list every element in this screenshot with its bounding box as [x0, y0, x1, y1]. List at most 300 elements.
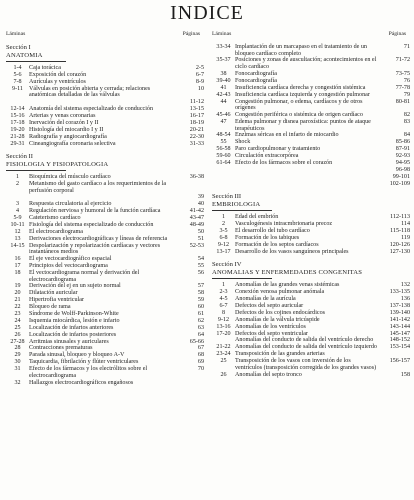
index-entry [6, 229, 204, 236]
entry-title: Válvulas en posición abierta y cerrada; relaciones anatómicas detalladas de las válvulas [29, 85, 151, 99]
index-entry [212, 167, 410, 174]
page-range: 11-12 [190, 99, 204, 106]
lamina-number: 12-14 [10, 106, 25, 113]
lamina-number: 47 [220, 118, 227, 125]
page-range: 114 [401, 221, 410, 228]
lamina-number: 17-18 [10, 119, 25, 126]
entry-title: Anomalías de la aurícula [235, 296, 296, 303]
entry-title: Insuficiencia cardíaca izquierda y congestión pulmonar [235, 91, 370, 98]
index-entry [6, 359, 204, 366]
entry-title [29, 99, 174, 106]
index-entry [212, 331, 410, 338]
entry-title: Parada sinusal, bloqueo y bloqueo A-V [29, 352, 125, 359]
section-divider [6, 61, 66, 62]
lamina-number: 2-3 [219, 289, 228, 296]
index-entry [6, 201, 204, 208]
entry-title: Inervación del corazón I y II [29, 119, 99, 126]
lamina-number: 2 [15, 180, 20, 187]
entry-title: Formación de los septos cardíacos [235, 241, 319, 248]
entry-title: Paro cardiopulmonar y tratamiento [235, 146, 321, 153]
page-range: 102-109 [389, 180, 410, 187]
page-range: 120-126 [389, 241, 410, 248]
section-title: ANATOMIA [6, 52, 43, 59]
lamina-number: 29 [14, 352, 21, 359]
page-range [174, 380, 204, 387]
index-entry [212, 153, 410, 160]
entry-title: Anomalías de las grandes venas sistémicas [235, 282, 340, 289]
entry-title: Efecto de los fármacos y los electrólitos sobre el electrocardiograma [29, 366, 148, 379]
page-range: 94-95 [395, 159, 410, 166]
entry-title: Edema pulmonar y disnea paroxística: puntos de ataque terapéuticos [235, 118, 371, 132]
laminas-header: Láminas [212, 31, 232, 37]
entry-title: Enzimas séricas en el infarto de miocardio [235, 132, 339, 139]
lamina-number: 1 [221, 282, 226, 289]
index-entry [212, 372, 410, 379]
page-range: 156-157 [389, 358, 410, 365]
lamina-number: 15-16 [10, 112, 25, 119]
page-range: 54 [197, 256, 204, 263]
lamina-number: 29-31 [10, 140, 25, 147]
lamina-number: 39-40 [216, 77, 231, 84]
lamina-number: 1-4 [13, 65, 22, 71]
lamina-number [6, 99, 29, 106]
entry-title: Síndrome de Wolff-Parkinson-White [29, 311, 119, 318]
page-range: 31-33 [189, 140, 204, 147]
page-range: 87-91 [395, 146, 410, 153]
page-range: 137-138 [389, 302, 410, 309]
lamina-number: 12 [14, 228, 21, 235]
lamina-number: 16 [14, 256, 21, 263]
entry-title: Dilatación auricular [29, 290, 78, 297]
index-entry [6, 99, 204, 106]
index-entry [212, 228, 410, 235]
section-divider [212, 210, 272, 211]
page-range: 67 [197, 345, 204, 352]
lamina-number: 8 [221, 309, 226, 316]
page-range: 39 [197, 194, 204, 201]
lamina-number: 30 [14, 359, 21, 366]
page-range: 13-15 [189, 106, 204, 113]
index-section [6, 44, 204, 147]
lamina-number: 35-37 [216, 57, 231, 64]
entry-title: Insuficiencia cardíaca derecha y congestión sistémica [235, 84, 366, 91]
lamina-number [212, 167, 235, 174]
page-range: 76 [403, 77, 410, 84]
index-entry [6, 352, 204, 359]
lamina-number: 14-15 [10, 242, 25, 249]
page-range: 71-72 [395, 57, 410, 64]
index-entry [6, 141, 204, 148]
entry-title: Edad del embrión [235, 214, 279, 221]
entry-title: Transposición de los vasos con inversión de los ventrículos (transposición corregida de los grandes vasos) [235, 358, 377, 371]
entry-title: Congestión pulmonar, o edema, cardíacos y de otros orígenes [235, 98, 363, 112]
index-entry [212, 112, 410, 119]
lamina-number: 21-22 [216, 344, 231, 351]
section-label: Sección I [6, 44, 31, 51]
lamina-number: 45-46 [216, 112, 231, 119]
lamina-number: 1 [15, 174, 20, 181]
entry-title: Hipertrofia ventricular [29, 297, 84, 304]
page-range: 50 [197, 228, 204, 235]
page-range: 99-101 [392, 173, 410, 180]
lamina-number: 61-64 [216, 159, 231, 166]
page-range: 80-81 [395, 98, 410, 105]
entry-title: Desarrollo de los vasos sanguíneos principales [235, 248, 349, 255]
index-section [212, 261, 410, 378]
page-range: 65-66 [189, 338, 204, 345]
lamina-number: 1 [221, 214, 226, 221]
lamina-number: 31 [14, 366, 21, 373]
page-range: 58 [197, 290, 204, 297]
page-range: 48-49 [189, 222, 204, 229]
entry-title: Derivación del ej en un sujeto normal [29, 283, 121, 290]
entry-title: Despolarización y repolarización cardíacas y vectores instantáneos medios [29, 242, 161, 256]
index-entry [6, 345, 204, 352]
section-label: Sección III [212, 193, 242, 201]
section-title: FISIOLOGIA Y FISIOPATOLOGIA [6, 161, 109, 169]
entry-title: El electrocardiograma [29, 228, 83, 235]
index-entry [6, 106, 204, 113]
index-section [212, 44, 410, 187]
column-header [212, 30, 410, 38]
lamina-number: 3 [15, 201, 20, 208]
index-entry [212, 119, 410, 132]
page-range: 119 [401, 234, 410, 241]
index-entry [6, 181, 204, 194]
index-entry [212, 358, 410, 371]
lamina-number: 9-11 [12, 85, 23, 92]
entry-title: Derivaciones electrocardiográficas y líneas de referencia [29, 235, 168, 242]
index-entry [6, 72, 204, 79]
index-entry [6, 256, 204, 263]
index-entry [6, 283, 204, 290]
entry-title: Defectos del septo auricular [235, 302, 304, 309]
page-range: 73-75 [395, 70, 410, 77]
entry-title: Anomalías de los ventrículos [235, 323, 306, 330]
index-entry [6, 134, 204, 141]
lamina-number: 42-43 [216, 91, 231, 98]
lamina-number: 10-11 [10, 222, 25, 229]
index-entry [212, 71, 410, 78]
page-range: 51 [197, 235, 204, 242]
lamina-number: 48-54 [216, 132, 231, 139]
index-entry [6, 65, 204, 72]
lamina-number: 4-5 [219, 296, 228, 303]
entry-title: Isquemia miocárdica, lesión e infarto [29, 317, 120, 324]
entry-title: El eje vectocardiográfico espacial [29, 256, 112, 263]
page-range: 43-47 [189, 215, 204, 222]
lamina-number: 32 [14, 379, 21, 386]
page-range: 2-5 [195, 65, 204, 71]
entry-title: Principios del vectocardiograma [29, 263, 108, 270]
entry-title: Respuesta circulatoria al ejercicio [29, 201, 112, 208]
lamina-number: 23-24 [216, 351, 231, 358]
page-range: 6-7 [195, 71, 204, 78]
entry-title: Aurículas y ventrículos [29, 78, 86, 85]
index-entry [212, 249, 410, 256]
page-range: 92-93 [395, 153, 410, 160]
lamina-number: 21-28 [10, 133, 25, 140]
entry-title: Anomalías del conducto de salida del ventrículo derecho [235, 337, 374, 344]
lamina-number: 33-34 [216, 44, 231, 50]
page-range: 41-42 [189, 208, 204, 215]
lamina-number: 9-12 [217, 316, 230, 323]
paginas-header: Páginas [388, 31, 406, 37]
page-range: 36-38 [189, 174, 204, 181]
section-title: ANOMALIAS Y ENFERMEDADES CONGENITAS [212, 269, 363, 277]
index-entry [212, 351, 410, 358]
section-title: EMBRIOLOGIA [212, 201, 261, 209]
lamina-number: 3-5 [219, 228, 228, 234]
lamina-number: 18 [14, 269, 21, 276]
lamina-number: 6-8 [219, 234, 228, 241]
entry-title: Anomalías del septo tronco [235, 371, 302, 378]
index-entry [212, 303, 410, 310]
page-range: 143-144 [389, 323, 410, 330]
lamina-number: 22 [14, 304, 21, 311]
entry-title: Anomalías del conducto de salida del ventrículo izquierdo [235, 344, 377, 351]
index-entry [212, 282, 410, 289]
lamina-number: 25 [220, 358, 227, 365]
page-range: 69 [197, 359, 204, 366]
index-entry [212, 85, 410, 92]
page-range: 77-78 [395, 84, 410, 91]
entry-title: Shock [235, 139, 251, 146]
entry-title: Metanismo del gasto cardíaco a los requerimientos de la perfusión corporal [29, 180, 167, 194]
section-label: Sección IV [212, 261, 242, 269]
page-range: 136 [400, 296, 410, 303]
entry-title: El vectocardiograma normal y derivación del electrocardiograma [29, 269, 140, 283]
section-divider [6, 170, 66, 171]
entry-title: Bloqueo de rama [29, 304, 71, 311]
lamina-number [212, 337, 235, 344]
column-header [6, 30, 204, 38]
entry-title: Congestión periférica o sistémica de origen cardíaco [235, 112, 363, 119]
entry-title: Cateterismo cardíaco [29, 215, 81, 222]
entry-title: Caja torácica [29, 65, 61, 71]
entry-title: Histología del miocardio I y II [29, 126, 104, 133]
index-entry [6, 120, 204, 127]
index-entry [6, 318, 204, 325]
page-range: 60 [197, 304, 204, 311]
lamina-number: 13-16 [216, 323, 231, 330]
index-entry [212, 221, 410, 228]
index-entry [212, 296, 410, 303]
index-entry [6, 366, 204, 379]
entry-title: Fonocardiografía [235, 70, 277, 77]
lamina-number: 59-60 [216, 153, 231, 160]
index-entry [6, 332, 204, 339]
index-entry [212, 242, 410, 249]
page-range: 56 [197, 269, 204, 276]
page-range: 40 [197, 201, 204, 208]
page-range: 133-135 [389, 289, 410, 296]
entry-title: Anomalías de la válvula tricúspide [235, 316, 320, 323]
paginas-header: Páginas [182, 31, 200, 37]
page-range: 70 [197, 366, 204, 373]
entry-title [29, 194, 174, 201]
index-entry [6, 194, 204, 201]
lamina-number: 20 [14, 290, 21, 297]
entry-title: Transposición de las grandes arterias [235, 351, 325, 358]
lamina-number: 4 [15, 208, 20, 215]
index-entry [212, 289, 410, 296]
index-entry [6, 297, 204, 304]
index-entry [6, 127, 204, 134]
lamina-number: 9-12 [217, 241, 230, 248]
page-range [380, 351, 410, 358]
lamina-number: 21 [14, 297, 21, 304]
lamina-number: 5-6 [13, 71, 22, 78]
page-range: 84 [403, 132, 410, 139]
entry-title: Localización de infartos anteriores [29, 324, 114, 331]
index-entry [6, 236, 204, 243]
page-range: 68 [197, 352, 204, 359]
lamina-number: 5-9 [13, 215, 22, 222]
index-entry [212, 344, 410, 351]
page-range: 127-130 [389, 248, 410, 255]
page-range: 59 [197, 297, 204, 304]
entry-title: Fonocardiografía [235, 77, 277, 84]
lamina-number: 19-20 [10, 126, 25, 133]
page-range: 82 [403, 112, 410, 119]
page-title: INDICE [170, 2, 244, 24]
right-column [212, 30, 410, 378]
index-entry [212, 78, 410, 85]
entry-title: Vasculogénesis intracmbrionaria precoz [235, 221, 333, 228]
entry-title: Radiografía y angiocardiografía [29, 133, 107, 140]
page-range: 96-98 [395, 166, 410, 173]
lamina-number: 56-58 [216, 146, 231, 153]
page-range: 62 [197, 317, 204, 324]
index-entry [212, 44, 410, 57]
page-range: 153-154 [389, 344, 410, 351]
page-range: 158 [400, 371, 410, 378]
lamina-number: 2 [221, 221, 226, 228]
page-range: 61 [197, 311, 204, 318]
lamina-number [212, 174, 235, 181]
index-entry [6, 304, 204, 311]
entry-title: Conexión venosa pulmonar anómala [235, 289, 325, 296]
lamina-number: 13-17 [216, 248, 231, 255]
lamina-number: 38 [220, 70, 227, 77]
index-entry [212, 57, 410, 70]
lamina-number: 17-20 [216, 330, 231, 337]
index-entry [6, 243, 204, 256]
index-entry [212, 317, 410, 324]
lamina-number: 7-8 [13, 78, 22, 85]
page-range: 132 [400, 282, 410, 289]
entry-title: Bioquímica del músculo cardíaco [29, 174, 111, 181]
entry-title [235, 174, 380, 181]
entry-title [235, 167, 380, 174]
entry-title: Efecto de los fármacos sobre el corazón [235, 159, 333, 166]
index-entry [212, 337, 410, 344]
index-entry [6, 222, 204, 229]
page-range: 112-113 [390, 214, 410, 221]
lamina-number [6, 194, 29, 201]
index-entry [6, 270, 204, 283]
entry-title: Arterias y venas coronarias [29, 112, 96, 119]
index-entry [212, 92, 410, 99]
index-section [6, 153, 204, 386]
entry-title: Defectos del septo ventricular [235, 330, 308, 337]
page-range: 18-19 [189, 119, 204, 126]
index-entry [212, 310, 410, 317]
lamina-number: 25 [14, 324, 21, 331]
lamina-number: 19 [14, 283, 21, 290]
index-entry [6, 86, 204, 99]
index-entry [212, 181, 410, 188]
page-range: 20-21 [189, 126, 204, 133]
entry-title: Formación de los tabiques [235, 234, 300, 241]
index-entry [6, 380, 204, 387]
index-entry [6, 290, 204, 297]
entry-title: Circulación extracorpórea [235, 153, 299, 160]
lamina-number [212, 181, 235, 188]
index-entry [212, 146, 410, 153]
page-range: 10 [197, 85, 204, 92]
page-range: 83 [403, 118, 410, 125]
entry-title: Posiciones y zonas de auscultación; acontecimientos en el ciclo cardíaco [235, 57, 377, 71]
entry-title: Regulación nerviosa y humoral de la función cardíaca [29, 208, 161, 215]
section-divider [212, 278, 272, 279]
index-entry [6, 311, 204, 318]
entry-title: Hallazgos electrocardiográficos engañosos [29, 379, 134, 386]
index-entry [212, 174, 410, 181]
lamina-number: 17 [14, 263, 21, 270]
page-range: 148-152 [389, 337, 410, 344]
page-range: 63 [197, 324, 204, 331]
lamina-number: 44 [220, 98, 227, 105]
page-range: 22-30 [189, 133, 204, 140]
index-entry [6, 208, 204, 215]
lamina-number: 28 [14, 345, 21, 352]
index-entry [212, 139, 410, 146]
entry-title: Taquicardia, fibrilación y flúter ventriculares [29, 359, 139, 366]
left-column [6, 30, 204, 387]
entry-title: Implantación de un marcapaso en el tratamiento de un bloqueo cardíaco completo [235, 44, 367, 57]
lamina-number: 24 [14, 317, 21, 324]
page-range: 52-53 [189, 242, 204, 249]
index-entry [6, 113, 204, 120]
lamina-number: 26 [14, 331, 21, 338]
entry-title: El desarrollo del tubo cardíaco [235, 228, 310, 234]
page-range: 71 [403, 44, 410, 50]
index-entry [6, 263, 204, 270]
index-entry [6, 325, 204, 332]
page-range: 16-17 [189, 112, 204, 119]
index-entry [212, 235, 410, 242]
entry-title: Defectos de los cojines endocárdicos [235, 309, 326, 316]
lamina-number: 55 [220, 139, 227, 146]
page-range: 145-147 [389, 330, 410, 337]
page-range: 139-140 [389, 309, 410, 316]
laminas-header: Láminas [6, 31, 26, 37]
page-range [174, 181, 204, 194]
entry-title [235, 181, 380, 188]
index-entry [6, 215, 204, 222]
index-entry [212, 214, 410, 221]
entry-title: Contracciones prematuras [29, 345, 93, 352]
entry-title: Exposición del corazón [29, 71, 87, 78]
index-entry [6, 79, 204, 86]
section-label: Sección II [6, 153, 33, 161]
lamina-number: 6-7 [219, 302, 228, 309]
page-range: 55 [197, 263, 204, 270]
entry-title: Fisiología del sistema especializado de conducción [29, 222, 154, 229]
page-range: 64 [197, 331, 204, 338]
